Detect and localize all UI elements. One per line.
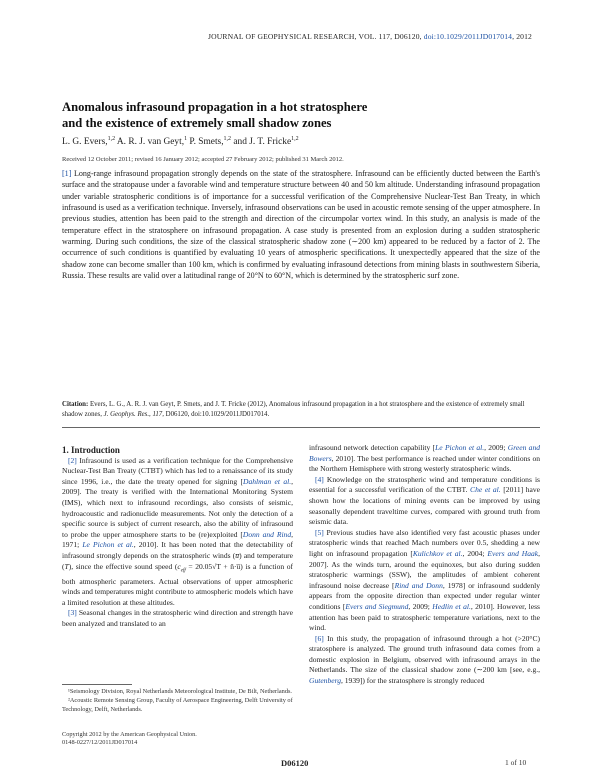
paragraph-5-text-a: Previous studies have also identified very fast acoustic phases under stratospheric winds that reached Mach numbers over 0.5, shedding a new light on infrasound propagation [	[309, 527, 540, 558]
author-2: A. R. J. van Geyt,	[115, 137, 185, 148]
running-header	[0, 32, 532, 41]
citation-block	[62, 400, 540, 420]
section-heading-introduction: 1. Introduction	[62, 445, 120, 455]
copyright-line: Copyright 2012 by the American Geophysical Union.	[62, 731, 197, 738]
citation-doi: D06120, doi:10.1029/2011JD017014.	[163, 411, 270, 418]
paragraph-6-number[interactable]: [6]	[315, 633, 324, 643]
issn-line: 0148-0227/12/2011JD017014	[62, 739, 138, 747]
paragraph-3-text: Seasonal changes in the stratospheric wind direction and strength have been analyzed and translated to an	[62, 608, 293, 628]
symbol-ceff-sub: eff	[180, 568, 186, 574]
paragraph-2-text-b: , 2009]. The treaty is verified with the International Monitoring System (IMS), which next to infrasound recordings, also consists of seismic, hydroacoustic and radionuclide measurements. Not only the detection of a specific source is subject of current research, also the ability of infrasound to probe the upper atmosphere starts to be (re)exploited [	[62, 476, 293, 539]
paragraph-5-text-f: , 2010]. However, less attention has been paid to stratospheric temperature variations, next to the wind.	[309, 601, 540, 633]
title-line-1: Anomalous infrasound propagation in a hot stratosphere	[62, 100, 368, 114]
paragraph-2	[62, 456, 293, 609]
paragraph-5-text-b: , 2004;	[462, 548, 488, 558]
paragraph-2-text-d: , 2010]. It has been noted that the detectability of infrasound strongly depends on the stratospheric winds (	[62, 540, 293, 560]
ref-evers-haak[interactable]: Evers and Haak	[487, 548, 539, 558]
author-2-affil: 1	[184, 136, 188, 142]
section-divider	[62, 427, 540, 428]
right-column	[309, 443, 540, 687]
ref-che[interactable]: Che et al.	[470, 485, 501, 495]
equation-ceff: = 20.05√T + n̂·u̅	[185, 561, 241, 571]
ref-le-pichon-2009[interactable]: Le Pichon et al.	[435, 443, 485, 452]
ref-le-pichon[interactable]: Le Pichon et al.	[82, 540, 134, 550]
paragraph-5-number[interactable]: [5]	[315, 527, 324, 537]
symbol-ceff: c	[177, 561, 181, 571]
article-id-footer: D06120	[281, 758, 309, 768]
author-4: and J. T. Fricke	[231, 137, 292, 148]
page-number: 1 of 10	[505, 758, 527, 767]
paragraph-4-number[interactable]: [4]	[315, 474, 324, 484]
ref-rind-donn[interactable]: Rind and Donn	[394, 580, 443, 590]
ref-donn-rind[interactable]: Donn and Rind	[242, 529, 292, 539]
abstract-paragraph-number[interactable]: [1]	[62, 169, 72, 178]
author-3-affil: 1,2	[223, 136, 232, 142]
paragraph-2-number[interactable]: [2]	[68, 455, 77, 465]
footnotes	[62, 688, 293, 715]
author-1: L. G. Evers,	[62, 137, 108, 148]
paragraph-6	[309, 634, 540, 687]
author-list	[62, 136, 299, 147]
journal-line: JOURNAL OF GEOPHYSICAL RESEARCH, VOL. 117, D06120,	[208, 32, 422, 41]
publication-dates: Received 12 October 2011; revised 16 January 2012; accepted 27 February 2012; published 31 March 2012.	[62, 156, 344, 163]
paragraph-6-text-a: In this study, the propagation of infrasound through a hot (>20°C) stratosphere is analyzed. The ground truth infrasound data comes from a domestic explosion in Belgium, observed with infrasound arrays in the Netherlands. The size of the classical shadow zone (∼200 km [see, e.g.,	[309, 633, 540, 675]
paragraph-5-text-d: , 1978] or infrasound suddenly appears from the opposite direction than expected under regular winter conditions [	[309, 580, 540, 611]
paragraph-2-text-c: , 1971;	[62, 529, 293, 550]
author-1-affil: 1,2	[107, 136, 116, 142]
author-3: P. Smets,	[187, 137, 224, 148]
paragraph-2-text-a: Infrasound is used as a verification technique for the Comprehensive Nuclear-Test Ban Treaty (CTBT) which has led to a renaissance of its study since 1996, i.e., the date the treaty opened for signing [	[62, 455, 293, 486]
footnote-1: ¹Seismology Division, Royal Netherlands Meteorological Institute, De Bilt, Netherlands.	[68, 688, 292, 695]
paper-title	[62, 99, 542, 131]
symbol-temperature: T	[64, 561, 69, 571]
citation-text: Evers, L. G., A. R. J. van Geyt, P. Smets, and J. T. Fricke (2012), Anomalous infrasound propagation in a hot stratosphere and the existence of extremely small shadow zones,	[62, 401, 525, 418]
paragraph-2-text-e: ) and temperature (	[62, 550, 293, 571]
ref-kulichkov[interactable]: Kulichkov et al.	[412, 548, 463, 558]
abstract	[62, 168, 540, 281]
paragraph-3-number[interactable]: [3]	[68, 608, 77, 618]
left-column	[62, 445, 293, 630]
paragraph-3-cont-text-c: , 2010]. The best performance is reached under winter conditions on the Northern Hemisphere with strong westerly stratospheric winds.	[309, 453, 540, 474]
paragraph-4-text-b: [2011] have shown how the locations of mining events can be improved by using seasonally dependent traveltime curves, compared with ground truth from seismic data.	[309, 485, 540, 527]
footnote-divider	[62, 684, 132, 685]
paragraph-2-text-f: ), since the effective sound speed (	[68, 561, 178, 571]
paragraph-4-text-a: Knowledge on the stratospheric wind and temperature conditions is essential for a successful verification of the CTBT.	[309, 474, 540, 495]
paragraph-3-cont-text-b: , 2009;	[484, 443, 508, 452]
ref-green-bowers[interactable]: Green and Bowers	[309, 443, 540, 463]
citation-label: Citation:	[62, 401, 89, 408]
ref-hedlin[interactable]: Hedlin et al.	[432, 601, 471, 611]
paragraph-3	[62, 608, 293, 629]
paragraph-3-cont-text-a: infrasound network detection capability [	[309, 443, 436, 452]
ref-evers-siegmund[interactable]: Evers and Siegmund	[345, 601, 409, 611]
paragraph-5	[309, 528, 540, 634]
ref-dahlman[interactable]: Dahlman et al.	[243, 476, 292, 486]
citation-journal: J. Geophys. Res., 117,	[103, 411, 164, 418]
paragraph-3-continued	[309, 443, 540, 475]
paragraph-4	[309, 475, 540, 528]
author-4-affil: 1,2	[291, 136, 299, 142]
ref-gutenberg[interactable]: Gutenberg	[309, 676, 341, 686]
header-year: , 2012	[512, 32, 532, 41]
doi-link[interactable]: doi:10.1029/2011JD017014	[423, 32, 513, 41]
paragraph-2-text-g: ) is a function of both atmospheric parameters. Actual observations of upper atmospheric winds and temperatures might contribute to atmospheric models which have a limited resolution at these altitudes.	[62, 561, 293, 607]
paragraph-6-text-b: , 1939]) for the stratosphere is strongly reduced	[341, 676, 485, 686]
copyright	[62, 731, 197, 747]
title-line-2: and the existence of extremely small shadow zones	[62, 116, 332, 130]
footnote-2: ²Acoustic Remote Sensing Group, Faculty of Aerospace Engineering, Delft University of Technology, Delft, Netherlands.	[62, 697, 293, 713]
paragraph-5-text-e: , 2009;	[408, 601, 433, 611]
paragraph-5-text-c: , 2007]. As the winds turn, around the equinoxes, but also during sudden stratospheric warmings (SSW), the amplitudes of ambient coherent infrasound noise decrease [	[309, 548, 540, 590]
abstract-text: Long-range infrasound propagation strongly depends on the state of the stratosphere. Infrasound can be efficiently ducted between the Earth's surface and the stratopause under a favorable wind and temperature structure between 40 and 50 km altitude. Understanding infrasound propagation under variable stratospheric conditions is of importance for a successful verification of the Comprehensive Nuclear-Test Ban Treaty, in which infrasound is used as a verification technique. Inversely, infrasound observations can be used in acoustic remote sensing of the upper atmosphere. In previous studies, attention has been paid to the strength and direction of the circumpolar vortex wind. In this study, an analysis is made of the temperature effect in the stratosphere on infrasound propagation. A case study is presented from an explosion during a sudden stratospheric warming. During such conditions, the size of the classical stratospheric shadow zone (∼200 km) appeared to be reduced by a factor of 2. The occurrence of such conditions is quantified by evaluating 10 years of atmospheric specifications. It unexpectedly appeared that the size of the shadow zone can become smaller than 100 km, which is confirmed by evaluating infrasound detections from mining blasts in southwestern Siberia, Russia. These results are valid over a latitudinal range of 20°N to 60°N, which is determined by the stratospheric surf zone.	[62, 169, 540, 281]
symbol-wind: u̅	[235, 550, 240, 560]
